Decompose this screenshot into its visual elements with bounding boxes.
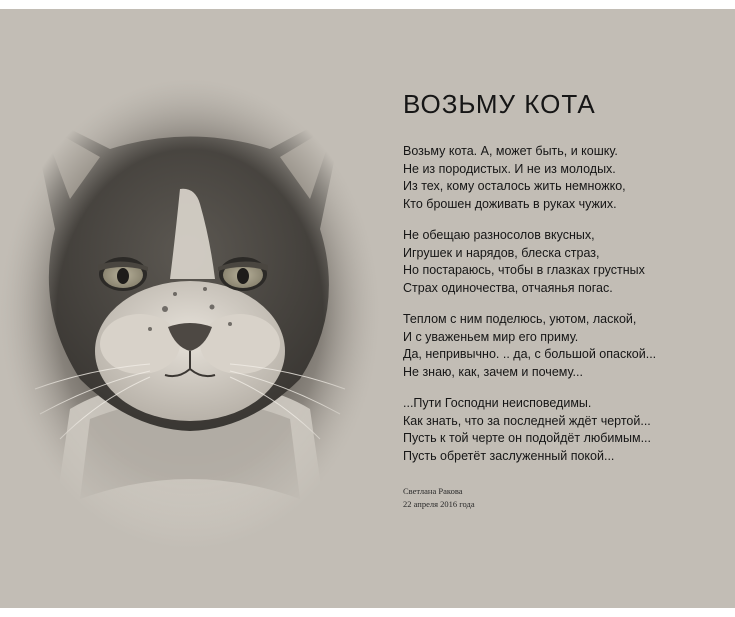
signature	[403, 485, 723, 511]
poem-line: Не знаю, как, зачем и почему...	[403, 364, 583, 379]
poem-line: И с уваженьем мир его приму.	[403, 329, 579, 344]
stanza	[403, 395, 723, 465]
poem-line: Да, непривычно. .. да, с большой опаской...	[403, 347, 657, 361]
author-name: Светлана Ракова	[403, 486, 463, 496]
stanza	[403, 311, 723, 381]
poem-line: Возьму кота. А, может быть, и кошку.	[403, 144, 618, 158]
poem-line: Но постараюсь, чтобы в глазках грустных	[403, 263, 645, 277]
poem-title: ВОЗЬМУ КОТА	[403, 89, 596, 119]
poem-line: Не обещаю разносолов вкусных,	[403, 228, 595, 242]
stanza	[403, 227, 723, 297]
poem-line: Не из породистых. И не из молодых.	[403, 161, 616, 176]
poem-date: 22 апреля 2016 года	[403, 499, 475, 509]
poem-line: Из тех, кому осталось жить немножко,	[403, 179, 626, 193]
poem-line: Игрушек и нарядов, блеска страз,	[403, 245, 600, 260]
poem-line: Страх одиночества, отчаянья погас.	[403, 280, 613, 295]
cat-photo	[0, 79, 380, 549]
poem-line: Теплом с ним поделюсь, уютом, лаской,	[403, 312, 637, 326]
poem-line: ...Пути Господни неисповедимы.	[403, 396, 592, 410]
poem	[403, 87, 723, 511]
poem-line: Кто брошен доживать в руках чужих.	[403, 196, 617, 211]
poem-line: Пусть к той черте он подойдёт любимым...	[403, 431, 651, 445]
poem-card	[0, 9, 735, 608]
poem-line: Пусть обретёт заслуженный покой...	[403, 448, 615, 463]
poem-line: Как знать, что за последней ждёт чертой...	[403, 413, 651, 428]
stanza	[403, 143, 723, 213]
